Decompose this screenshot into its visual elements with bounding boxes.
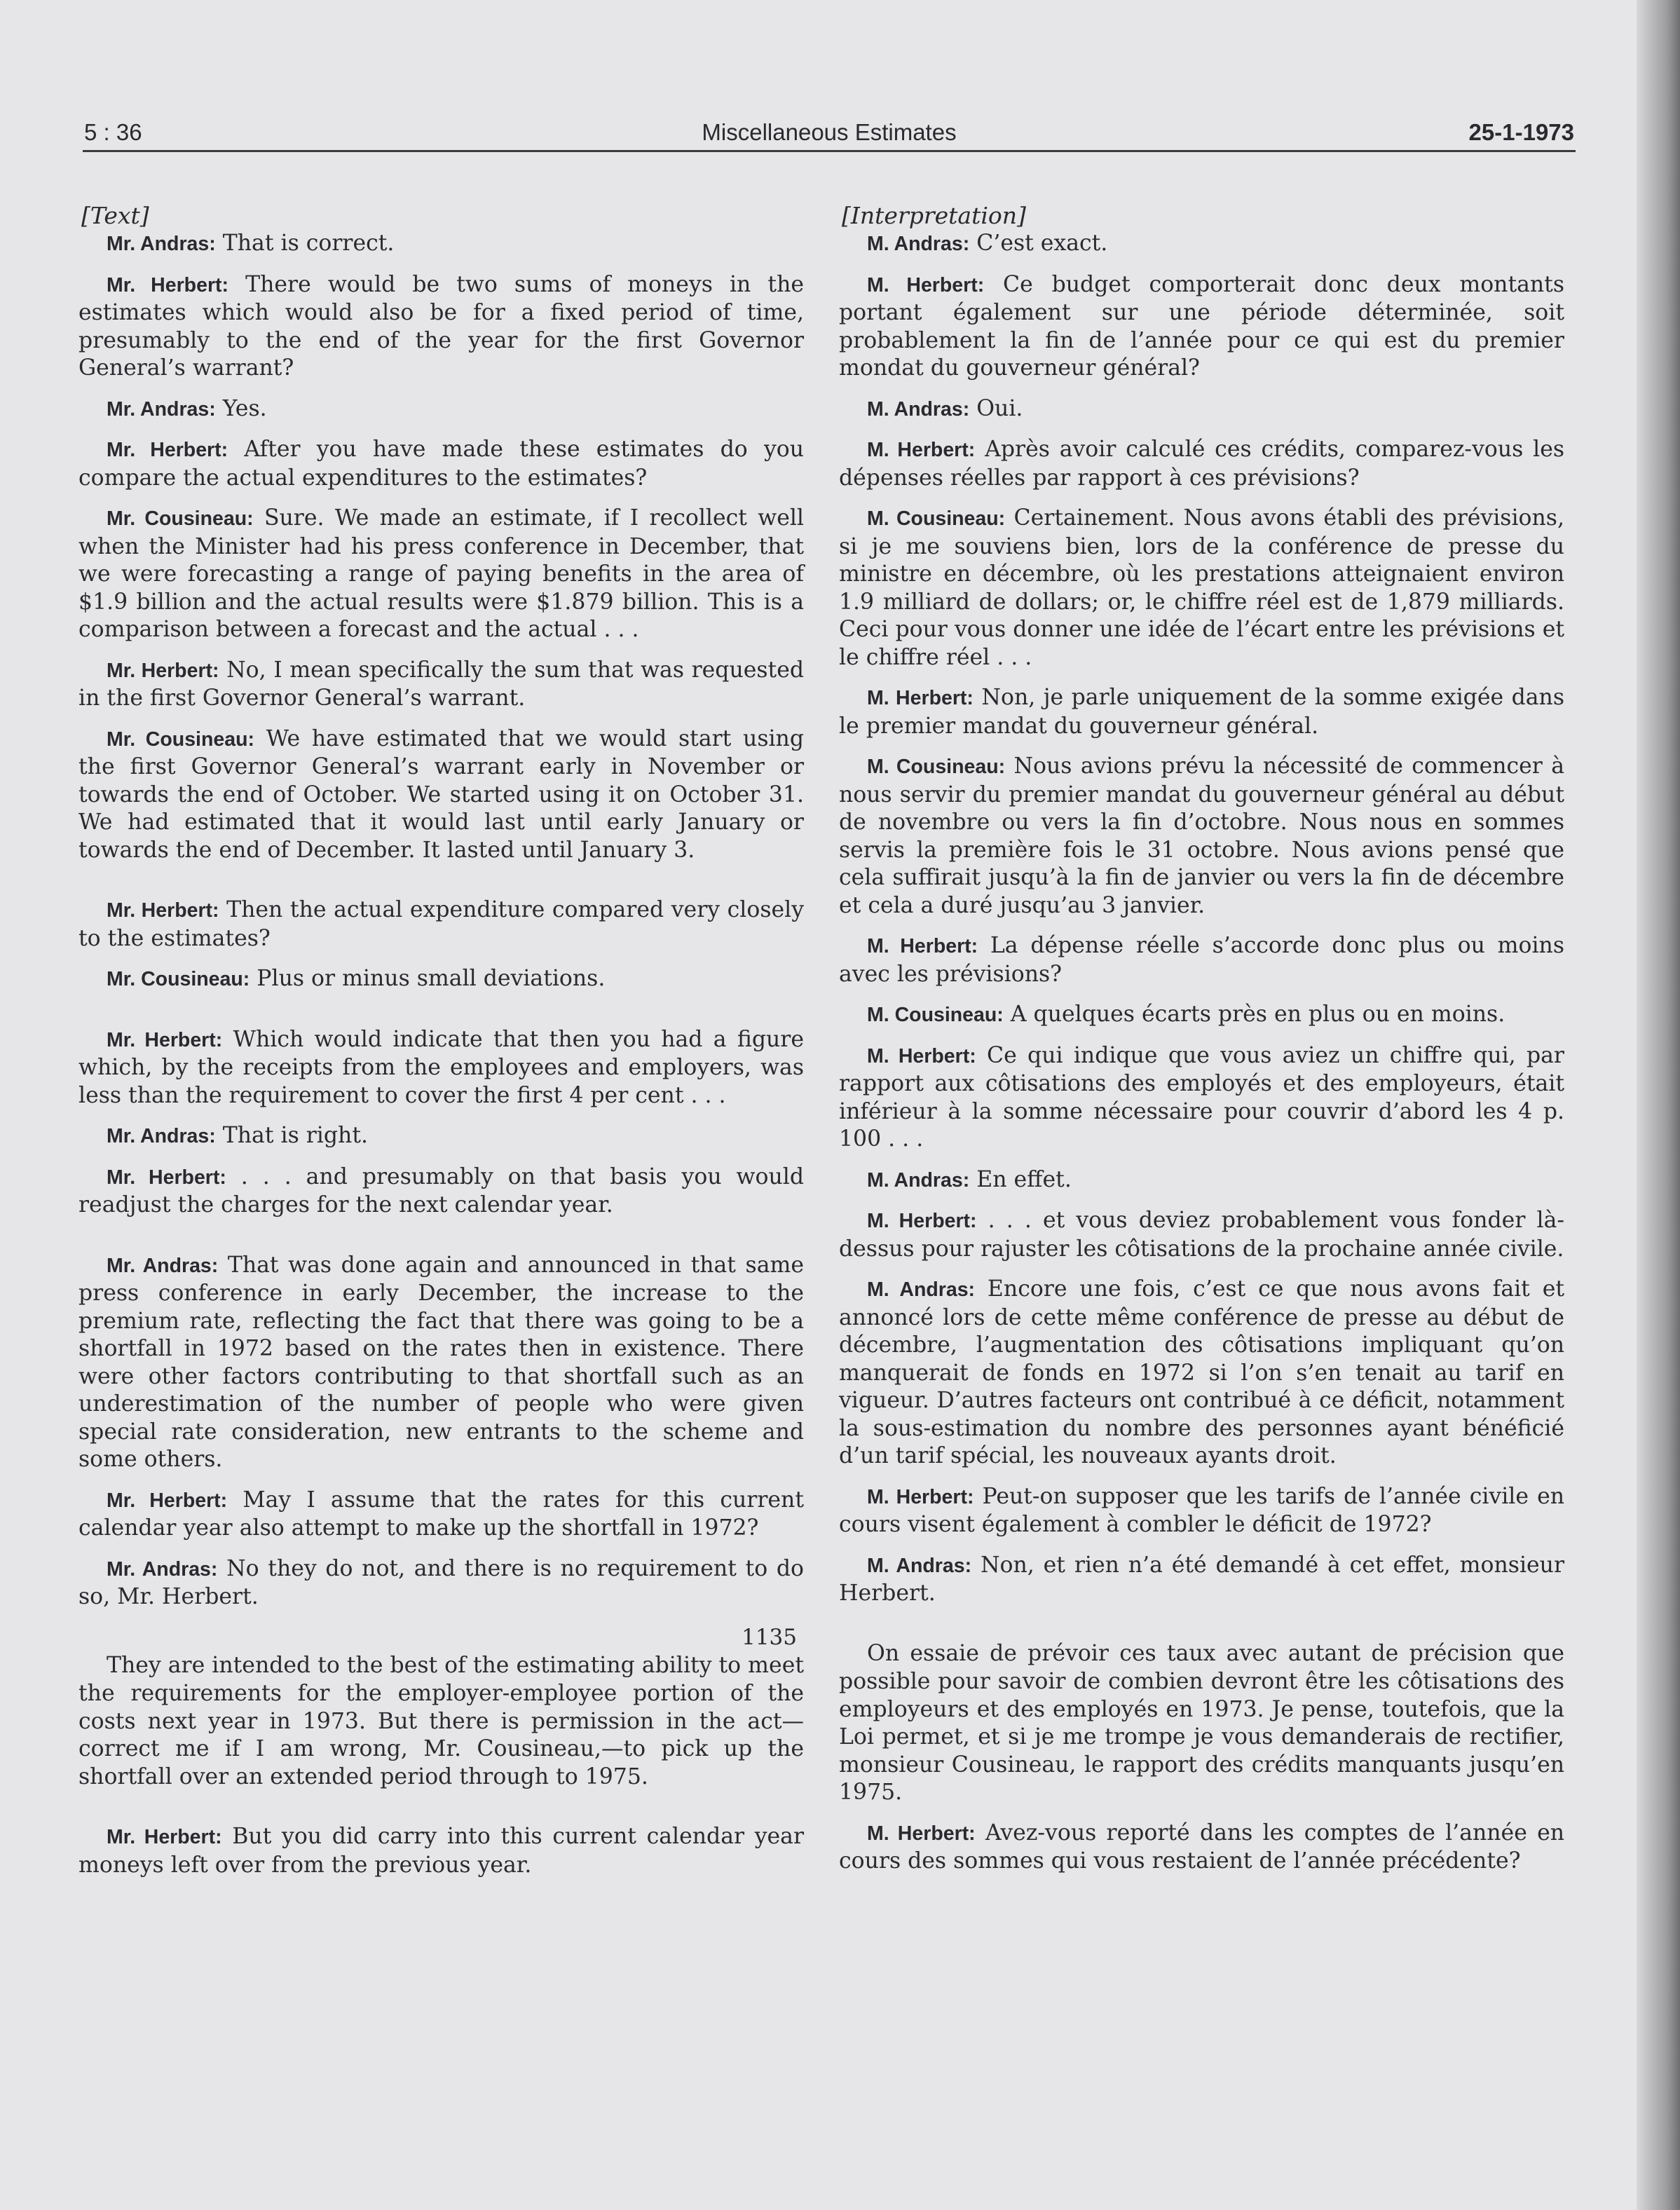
paragraph <box>839 932 1564 988</box>
speech: Après avoir calculé ces crédits, comparez-vous les dépenses réelles par rapport à ces prévisions? <box>839 437 1564 491</box>
speech: Peut-on supposer que les tarifs de l’année civile en cours visent également à combler le déficit de 1972? <box>839 1483 1564 1537</box>
speaker: Mr. Herbert: <box>107 659 219 682</box>
speaker: Mr. Andras: <box>107 1557 218 1581</box>
paragraph <box>839 1042 1564 1154</box>
margin-number: 1135 <box>742 1624 797 1650</box>
speech: A quelques écarts près en plus ou en moins. <box>1003 1002 1505 1027</box>
paragraph <box>839 1552 1564 1608</box>
speech: After you have made these estimates do you compare the actual expenditures to the estimates? <box>78 437 804 491</box>
paragraph <box>839 684 1564 740</box>
speech: May I assume that the rates for this current calendar year also attempt to make up the shortfall in 1972? <box>78 1487 805 1541</box>
speaker: Mr. Herbert: <box>107 273 229 296</box>
speech: They are intended to the best of the estimating ability to meet the requirements for the employer-employee portion of the costs next year in 1973. But there is permission in the act—correct me if I am wrong, Mr. Cousineau,—to pick up the shortfall over an extended period through to 1975. <box>78 1652 804 1789</box>
paragraph <box>78 1555 804 1611</box>
speaker: Mr. Andras: <box>107 1254 219 1277</box>
speech: No, I mean specifically the sum that was requested in the first Governor General’s warrant. <box>78 657 805 711</box>
speech: Sure. We made an estimate, if I recollect well when the Minister had his press conference in December, that we were forecasting a range of paying benefits in the area of $1.9 billion and the actual results were $1.879 billion. This is a comparison between a forecast and the actual . . . <box>78 505 805 642</box>
paragraph <box>839 753 1564 920</box>
speaker: Mr. Herbert: <box>107 1166 226 1189</box>
speech: Certainement. Nous avons établi des prévisions, si je me souviens bien, lors de la conférence de presse du ministre en décembre, où les prestations atteignaient environ 1.9 milliard de dollars; or, le chiffre réel est de 1,879 milliards. Ceci pour vous donner une idée de l’écart entre les prévisions et le chiffre réel . . . <box>839 505 1564 670</box>
speech: . . . and presumably on that basis you would readjust the charges for the next calendar year. <box>78 1164 804 1217</box>
speaker: Mr. Cousineau: <box>107 507 254 530</box>
paragraph <box>78 657 804 713</box>
paragraph <box>78 1122 804 1151</box>
paragraph <box>78 1164 804 1220</box>
speaker: M. Herbert: <box>867 1485 974 1508</box>
speaker: M. Andras: <box>867 1168 970 1192</box>
paragraph <box>78 965 804 994</box>
speaker: M. Andras: <box>867 397 970 421</box>
paragraph <box>78 1252 804 1474</box>
speaker: Mr. Andras: <box>107 1125 216 1147</box>
speaker: Mr. Herbert: <box>107 439 228 461</box>
speech: La dépense réelle s’accorde donc plus ou moins avec les prévisions? <box>839 933 1564 987</box>
paragraph <box>78 505 804 644</box>
paragraph <box>839 1166 1564 1195</box>
speaker: M. Andras: <box>867 1278 976 1301</box>
paragraph <box>839 271 1564 383</box>
header-date: 25-1-1973 <box>1468 119 1574 145</box>
paragraph <box>78 1652 804 1792</box>
section-label: [Interpretation] <box>842 202 1026 229</box>
speech: . . . et vous deviez probablement vous fonder là-dessus pour rajuster les côtisations de la prochaine année civile. <box>839 1208 1564 1262</box>
speaker: M. Herbert: <box>867 273 985 296</box>
speaker: Mr. Herbert: <box>107 899 219 922</box>
speaker: Mr. Cousineau: <box>107 728 254 751</box>
speaker: M. Cousineau: <box>867 1004 1004 1026</box>
page-number: 5 : 36 <box>84 119 142 145</box>
paragraph <box>78 896 804 953</box>
publication-title: Miscellaneous Estimates <box>702 119 957 145</box>
paragraph <box>839 505 1564 671</box>
speech: C’est exact. <box>969 231 1108 256</box>
paragraph <box>839 436 1564 492</box>
speech: Plus or minus small deviations. <box>250 966 606 991</box>
speech: We have estimated that we would start using the first Governor General’s warrant early in November or towards the end of October. We started using it on October 31. We had estimated that it would last until early January or towards the end of December. It lasted until January 3. <box>78 725 805 863</box>
paragraph <box>78 271 804 383</box>
speaker: Mr. Herbert: <box>107 1489 228 1512</box>
speech: En effet. <box>969 1166 1072 1192</box>
speaker: M. Andras: <box>867 1554 972 1577</box>
speech: Non, et rien n’a été demandé à cet effet, monsieur Herbert. <box>839 1552 1565 1606</box>
page-edge-shadow <box>1637 0 1680 2210</box>
paragraph <box>839 230 1564 259</box>
speaker: Mr. Herbert: <box>107 1826 222 1848</box>
paragraph <box>78 1823 804 1879</box>
speaker: Mr. Herbert: <box>107 1028 223 1051</box>
paragraph <box>78 230 804 259</box>
speech: Nous avions prévu la nécessité de commencer à nous servir du premier mandat du gouverneur général au début de novembre ou vers la fin d’octobre. Nous nous en sommes servis la première fois le 31 octobre. Nous avions pensé que cela suffirait jusqu’à la fin de janvier ou vers la fin de décembre et cela a duré jusqu’au 3 janvier. <box>839 753 1564 918</box>
speech: Oui. <box>969 395 1023 421</box>
speech: That is correct. <box>215 231 395 256</box>
speech: But you did carry into this current calendar year moneys left over from the previous year. <box>78 1824 805 1878</box>
paragraph <box>839 1276 1564 1471</box>
speech: That is right. <box>215 1123 369 1148</box>
speaker: Mr. Andras: <box>107 233 216 255</box>
english-column <box>78 202 804 1892</box>
paragraph <box>839 1820 1564 1876</box>
paragraph <box>78 1026 804 1110</box>
paragraph <box>78 1487 804 1543</box>
speech: Avez-vous reporté dans les comptes de l’année en cours des sommes qui vous restaient de l’année précédente? <box>839 1820 1565 1874</box>
french-column <box>839 202 1564 1888</box>
speaker: M. Herbert: <box>867 1044 976 1068</box>
speech: Encore une fois, c’est ce que nous avons fait et annoncé lors de cette même conférence de presse au début de décembre, l’augmentation des côtisations impliquant qu’on manquerait de fonds en 1972 si l’on s’en tenait au tarif en vigueur. D’autres facteurs ont contribué à ce déficit, notamment la sous-estimation du nombre des personnes ayant bénéficié d’un tarif spécial, les nouveaux ayants droit. <box>839 1276 1565 1468</box>
section-label: [Text] <box>81 202 149 229</box>
paragraph <box>78 725 804 865</box>
paragraph <box>839 1207 1564 1263</box>
speech: Non, je parle uniquement de la somme exigée dans le premier mandat du gouverneur général. <box>839 685 1564 739</box>
paragraph <box>78 436 804 492</box>
speaker: M. Herbert: <box>867 687 974 709</box>
paragraph <box>839 1001 1564 1030</box>
speech: There would be two sums of moneys in the estimates which would also be for a fixed period of time, presumably to the end of the year for the first Governor General’s warrant? <box>78 271 805 381</box>
speaker: M. Herbert: <box>867 935 978 957</box>
speech: Ce qui indique que vous aviez un chiffre qui, par rapport aux côtisations des employés et des employeurs, était inférieur à la somme nécessaire pour couvrir d’abord les 4 p. 100 . . . <box>839 1042 1564 1152</box>
speech: Then the actual expenditure compared very closely to the estimates? <box>78 897 804 951</box>
speaker: Mr. Cousineau: <box>107 968 250 990</box>
speaker: M. Herbert: <box>867 439 976 461</box>
speech: No they do not, and there is no requirement to do so, Mr. Herbert. <box>78 1555 804 1609</box>
speech: Which would indicate that then you had a figure which, by the receipts from the employees and employers, was less than the requirement to cover the first 4 per cent . . . <box>78 1026 805 1108</box>
speaker: M. Cousineau: <box>867 507 1006 530</box>
speaker: M. Andras: <box>867 233 970 255</box>
speaker: M. Cousineau: <box>867 756 1006 778</box>
speaker: Mr. Andras: <box>107 397 216 421</box>
speaker: M. Herbert: <box>867 1210 977 1232</box>
paragraph <box>839 395 1564 424</box>
paragraph <box>78 395 804 424</box>
speech: Yes. <box>215 395 267 421</box>
speech: Ce budget comporterait donc deux montants portant également sur une période déterminée, soit probablement la fin de l’année pour ce qui est du premier mondat du gouverneur général? <box>839 271 1564 381</box>
speech: That was done again and announced in that same press conference in early December, the increase to the premium rate, reflecting the fact that there was going to be a shortfall in 1972 based on the rates then in existence. There were other factors contributing to that shortfall such as an underestimation of the number of people who were given special rate consideration, new entrants to the scheme and some others. <box>78 1252 804 1472</box>
paragraph <box>839 1483 1564 1539</box>
speaker: M. Herbert: <box>867 1822 976 1845</box>
paragraph <box>839 1640 1564 1807</box>
running-header <box>83 119 1576 152</box>
speech: On essaie de prévoir ces taux avec autant de précision que possible pour savoir de combien devront être les côtisations des employeurs et des employés en 1973. Je pense, toutefois, que la Loi permet, et si je me trompe je vous demanderais de rectifier, monsieur Cousineau, le rapport des crédits manquants jusqu’en 1975. <box>839 1640 1564 1805</box>
